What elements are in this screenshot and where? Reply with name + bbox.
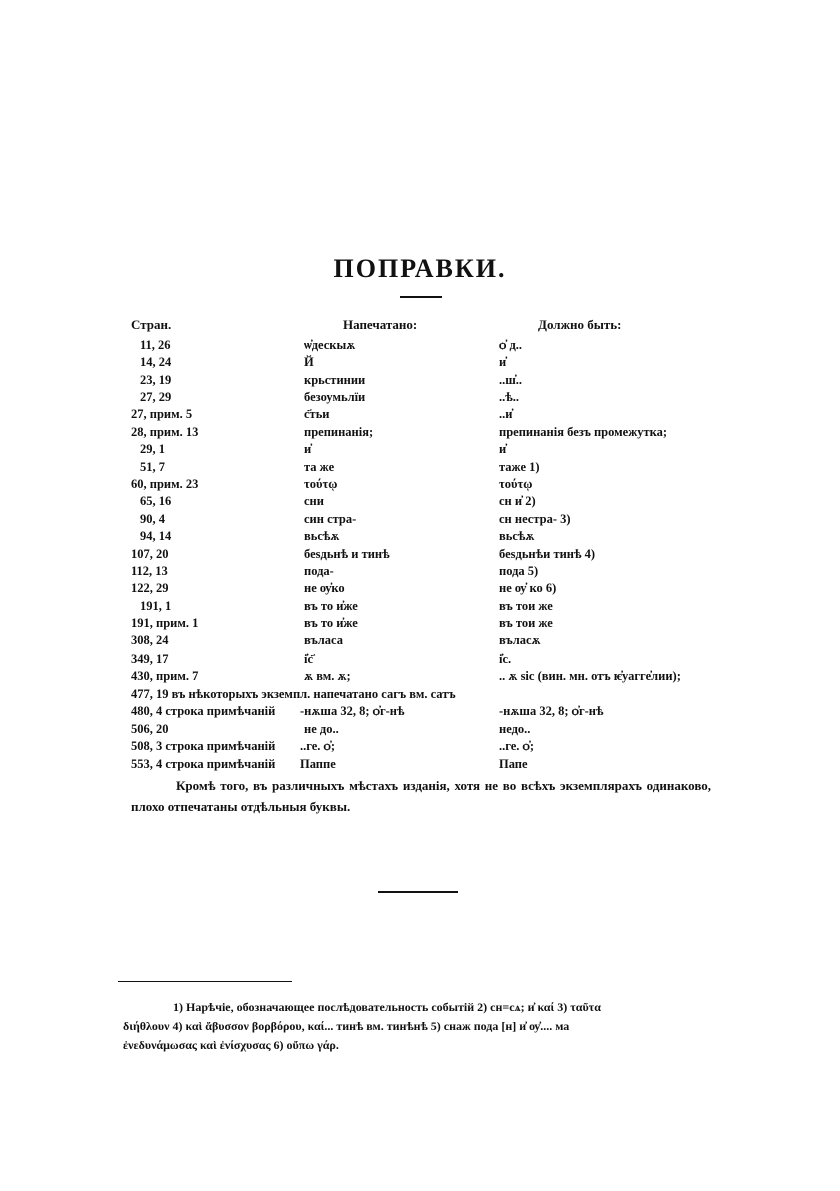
header-page: Стран. [131, 317, 172, 332]
footnote-line: 1) Нарѣчіе, обозначающее послѣдовательность событій 2) сн=сѧ; и҆ καί 3) ταῦτα [173, 1000, 601, 1014]
errata-page: 14, 24 [140, 355, 172, 369]
title-rule [400, 296, 442, 298]
errata-correct: ѻ҆ д.. [499, 338, 523, 352]
errata-correct: беѕдьнѣи тинѣ 4) [499, 547, 596, 561]
errata-correct: таже 1) [499, 460, 540, 474]
errata-correct: сн и҆ 2) [499, 494, 536, 508]
errata-row [0, 547, 840, 564]
errata-correct: ..ѣ.. [499, 390, 520, 404]
errata-row [0, 338, 840, 355]
errata-printed: τούτῳ [304, 477, 338, 491]
errata-printed: ѡ҆дескыѫ [304, 338, 356, 352]
errata-page: 191, 1 [140, 599, 172, 613]
errata-correct: пода 5) [499, 564, 539, 578]
errata-row [0, 512, 840, 529]
errata-printed: крьстинии [304, 373, 366, 387]
errata-page: 60, прим. 23 [131, 477, 199, 491]
errata-page: 27, 29 [140, 390, 172, 404]
header-printed: Напечатано: [343, 317, 418, 332]
errata-row [0, 581, 840, 598]
errata-page: 23, 19 [140, 373, 172, 387]
errata-correct: ..ш҆.. [499, 373, 523, 387]
errata-printed: въласа [304, 633, 343, 647]
errata-page: 506, 20 [131, 722, 169, 736]
errata-correct: не ѹ҆ ко 6) [499, 581, 557, 595]
footnote-line: ἐνεδυνάμωσας καὶ ἐνίσχυσας 6) οὔπω γάρ. [123, 1038, 339, 1052]
errata-printed: вьсѣѫ [304, 529, 340, 543]
errata-printed: безоумьлїи [304, 390, 366, 404]
errata-printed: и҆ [304, 442, 312, 456]
errata-printed: сни [304, 494, 324, 508]
errata-page: 430, прим. 7 [131, 669, 199, 683]
errata-correct: .. ѫ sic (вин. мн. отъ ѥ҆уагге҆лии); [499, 669, 681, 683]
errata-page: 28, прим. 13 [131, 425, 199, 439]
errata-page: 112, 13 [131, 564, 168, 578]
errata-page: 553, 4 строка примѣчаній [131, 757, 276, 771]
footnote-line: διήθλουν 4) καὶ ἄβυσσον βορβόρου, καί... тинѣ вм. тинѣнѣ 5) снаж пода [н] и҆ ѹ҆.... ма [123, 1019, 570, 1033]
footnote-rule [118, 981, 292, 982]
errata-correct: недо.. [499, 722, 531, 736]
errata-row [0, 633, 840, 650]
errata-row [0, 599, 840, 616]
errata-row [0, 687, 840, 704]
errata-correct: и҆ [499, 442, 507, 456]
errata-correct: вьсѣѫ [499, 529, 535, 543]
errata-printed: Й [304, 355, 314, 369]
errata-row [0, 704, 840, 721]
errata-row [0, 390, 840, 407]
errata-row [0, 355, 840, 372]
errata-correct: въласѫ [499, 633, 541, 647]
page-title: ПОПРАВКИ. [333, 254, 507, 283]
errata-correct: препинанія безъ промежутка; [499, 425, 668, 439]
errata-printed: син стра- [304, 512, 357, 526]
errata-row [0, 739, 840, 756]
errata-page: 308, 24 [131, 633, 169, 647]
errata-row [0, 757, 840, 774]
errata-correct: въ тои же [499, 616, 553, 630]
errata-row [0, 425, 840, 442]
errata-page: 94, 14 [140, 529, 172, 543]
errata-row [0, 373, 840, 390]
header-correct: Должно быть: [538, 317, 622, 332]
errata-row [0, 477, 840, 494]
errata-printed: та же [304, 460, 335, 474]
errata-row [0, 442, 840, 459]
errata-printed: ѫ вм. ѫ; [304, 669, 351, 683]
errata-row [0, 652, 840, 669]
errata-correct: сн нестра- 3) [499, 512, 571, 526]
errata-printed: въ то и҆же [304, 599, 358, 613]
errata-correct: і҆с. [499, 652, 512, 666]
errata-row [0, 494, 840, 511]
errata-row [0, 460, 840, 477]
errata-printed: не до.. [304, 722, 339, 736]
errata-page: 51, 7 [140, 460, 165, 474]
section-rule [378, 891, 458, 893]
errata-printed: Паппе [300, 757, 336, 771]
errata-printed: беѕдьнѣ и тинѣ [304, 547, 390, 561]
errata-printed: пода- [304, 564, 334, 578]
errata-correct: τούτῳ [499, 477, 533, 491]
errata-row [0, 407, 840, 424]
errata-printed: с҃тьи [304, 407, 330, 421]
errata-correct: и҆ [499, 355, 507, 369]
errata-row [0, 529, 840, 546]
errata-correct: ..ге. ѻ҆; [499, 739, 535, 753]
errata-page: 191, прим. 1 [131, 616, 199, 630]
errata-page: 122, 29 [131, 581, 169, 595]
errata-row [0, 616, 840, 633]
errata-note: Кромѣ того, въ различныхъ мѣстахъ изданія, хотя не во всѣхъ экземплярахъ одинаково, плохо отпечатаны отдѣльныя буквы. [131, 778, 711, 814]
errata-printed: -нѫша 32, 8; ѻ҆г-нѣ [300, 704, 405, 718]
errata-printed: і҆с҃ [304, 652, 314, 666]
errata-printed: въ то и҆же [304, 616, 358, 630]
errata-page: 65, 16 [140, 494, 172, 508]
errata-page: 349, 17 [131, 652, 169, 666]
errata-row [0, 722, 840, 739]
errata-correct: -нѫша 32, 8; ѻ҆г-нѣ [499, 704, 604, 718]
errata-row [0, 669, 840, 686]
errata-page: 27, прим. 5 [131, 407, 193, 421]
errata-correct: въ тои же [499, 599, 553, 613]
errata-full-line: 477, 19 въ нѣкоторыхъ экземпл. напечатано сагъ вм. сатъ [131, 687, 456, 701]
footnotes [123, 998, 713, 1055]
errata-printed: не ѹ҆ко [304, 581, 345, 595]
errata-row [0, 564, 840, 581]
errata-page: 11, 26 [140, 338, 171, 352]
errata-printed: препинанія; [304, 425, 374, 439]
errata-correct: ..и҆ [499, 407, 513, 421]
errata-page: 508, 3 строка примѣчаній [131, 739, 276, 753]
errata-correct: Папе [499, 757, 528, 771]
errata-page: 90, 4 [140, 512, 165, 526]
errata-printed: ..ге. ѻ҆; [300, 739, 336, 753]
errata-page: 480, 4 строка примѣчаній [131, 704, 276, 718]
errata-page: 107, 20 [131, 547, 169, 561]
errata-page: 29, 1 [140, 442, 165, 456]
